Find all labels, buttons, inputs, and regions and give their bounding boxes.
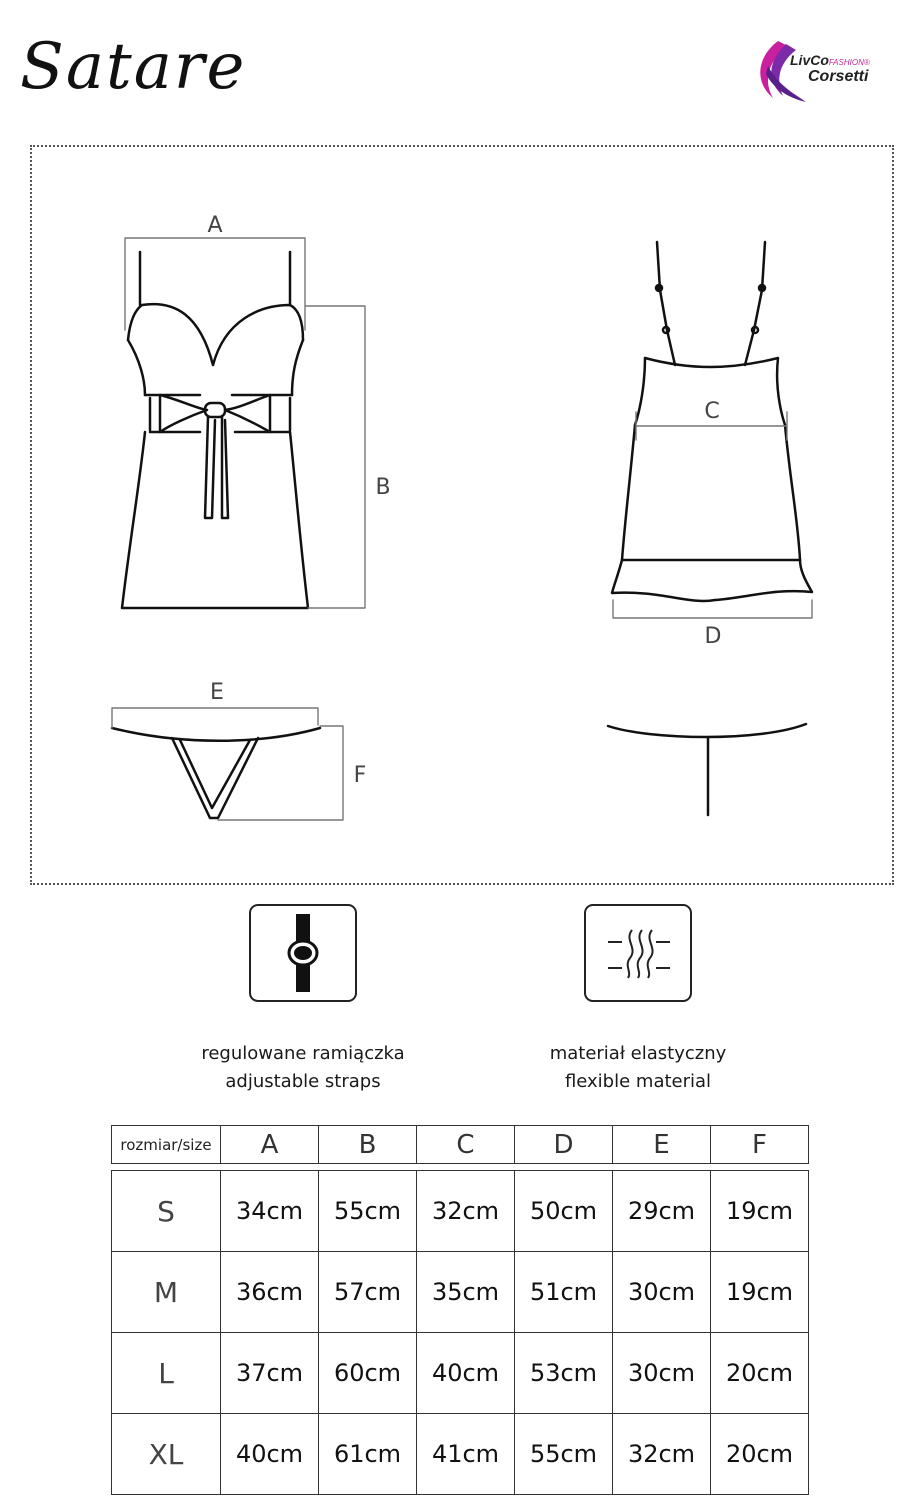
size-label: S — [112, 1171, 221, 1252]
table-cell: 61cm — [319, 1414, 417, 1495]
back-dimension-lines — [613, 412, 812, 618]
table-cell: 29cm — [613, 1171, 711, 1252]
thong-back-drawing — [608, 724, 806, 815]
table-cell: 34cm — [221, 1171, 319, 1252]
table-row — [112, 1252, 809, 1333]
column-header-c: C — [417, 1126, 515, 1164]
label-f: F — [353, 763, 367, 788]
table-cell: 35cm — [417, 1252, 515, 1333]
table-cell: 51cm — [515, 1252, 613, 1333]
table-cell: 57cm — [319, 1252, 417, 1333]
size-label: XL — [112, 1414, 221, 1495]
size-label: L — [112, 1333, 221, 1414]
table-cell: 30cm — [613, 1333, 711, 1414]
size-table — [111, 1125, 809, 1495]
table-row — [112, 1414, 809, 1495]
feature-label-en: adjustable straps — [225, 1071, 381, 1092]
table-cell: 55cm — [319, 1171, 417, 1252]
column-header-a: A — [221, 1126, 319, 1164]
table-cell: 36cm — [221, 1252, 319, 1333]
table-cell: 19cm — [711, 1252, 809, 1333]
column-header-d: D — [515, 1126, 613, 1164]
label-e: E — [210, 680, 224, 705]
feature-label-pl: regulowane ramiączka — [201, 1043, 405, 1064]
thong-front-drawing — [112, 728, 320, 818]
size-column-header: rozmiar/size — [112, 1126, 221, 1164]
feature-label-pl: materiał elastyczny — [549, 1043, 727, 1064]
table-cell: 55cm — [515, 1414, 613, 1495]
table-cell: 37cm — [221, 1333, 319, 1414]
label-a: A — [207, 213, 223, 238]
thong-dimension-lines — [112, 708, 343, 820]
table-cell: 20cm — [711, 1333, 809, 1414]
label-b: B — [375, 475, 391, 500]
table-cell: 19cm — [711, 1171, 809, 1252]
table-cell: 32cm — [417, 1171, 515, 1252]
brand-line1: LivCo — [790, 52, 829, 68]
brand-name-corsetti: Corsetti — [808, 68, 869, 85]
label-d: D — [704, 624, 722, 649]
table-cell: 41cm — [417, 1414, 515, 1495]
table-cell: 53cm — [515, 1333, 613, 1414]
stretch-fabric-icon — [584, 904, 692, 1002]
column-header-e: E — [613, 1126, 711, 1164]
table-cell: 20cm — [711, 1414, 809, 1495]
label-c: C — [704, 399, 720, 424]
adjustable-strap-icon — [249, 904, 357, 1002]
table-cell: 32cm — [613, 1414, 711, 1495]
table-cell: 50cm — [515, 1171, 613, 1252]
column-header-f: F — [711, 1126, 809, 1164]
table-row — [112, 1171, 809, 1252]
feature-label-en: flexible material — [564, 1071, 712, 1092]
column-header-b: B — [319, 1126, 417, 1164]
table-cell: 30cm — [613, 1252, 711, 1333]
brand-line1-sub: FASHION® — [828, 58, 870, 67]
table-cell: 40cm — [221, 1414, 319, 1495]
size-table-header — [112, 1126, 809, 1164]
table-cell: 60cm — [319, 1333, 417, 1414]
product-title: Satare — [20, 30, 247, 104]
size-label: M — [112, 1252, 221, 1333]
feature-flexible-material — [478, 904, 798, 1096]
table-cell: 40cm — [417, 1333, 515, 1414]
feature-adjustable-straps — [143, 904, 463, 1096]
table-row — [112, 1333, 809, 1414]
chemise-front-drawing — [122, 252, 308, 608]
